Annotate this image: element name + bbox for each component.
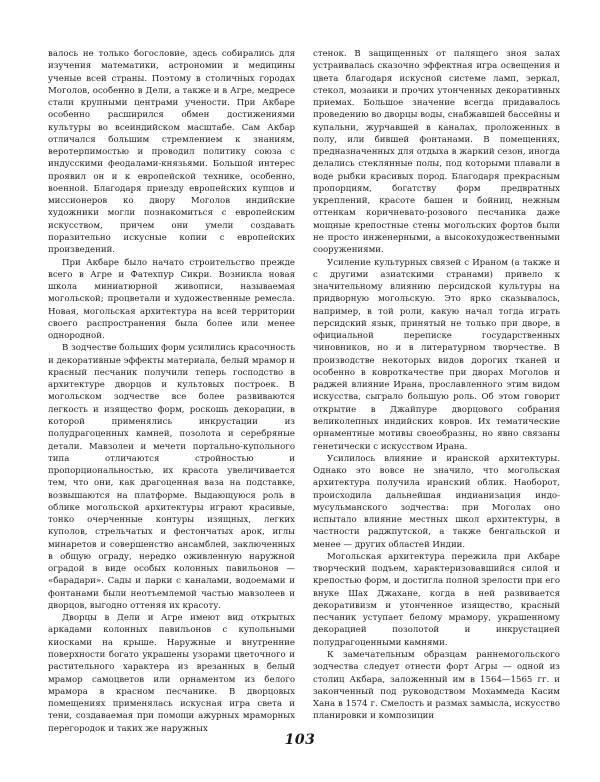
right-text-column bbox=[313, 48, 560, 723]
paragraph: Усиление культурных связей с Ираном (а также и с другими азиатскими странами) привело к значительному влиянию персидской культуры на придворную могольскую. Это ярко сказывалось, например, в той роли, какую начал тогда играть персидский язык, принятый не только при дворе, в официальной переписке государственных чиновников, но и в литературном творчестве. В производстве некоторых видов дорогих тканей и особенно в ковроткачестве при дворах Моголов и раджей влияние Ирана, прославленного этим видом искусства, сыграло большую роль. Об этом говорит открытие в Джайпуре дворцового собрания великолепных индийских ковров. Их тематические орнаментные мотивы своеобразны, но явно связаны генетически с искусством Ирана. bbox=[313, 257, 560, 452]
paragraph: В зодчестве больших форм усилились красочность и декоративные эффекты материала, белый мрамор и красный песчаник получили теперь господство в архитектуре дворцов и культовых построек. В могольском зодчестве все более развиваются легкость и изящество форм, роскошь декорации, в которой применялись инкрустации из полудрагоценных камней, позолота и серебряные детали. Мавзолеи и мечети портально-купольного типа отличаются стройностью и пропорциональностью, их красота увеличивается тем, что они, как драгоценная ваза на подставке, возвышаются на платформе. Выдающуюся роль в облике могольской архитектуры играют красивые, тонко очерченные контуры изящных, легких куполов, стрельчатых и фестончатых арок, иглы минаретов и совершенство ансамблей, заключенных в общую ограду, нередко оживленную наружной оградой в виде особых колонных павильонов — «барадари». Сады и парки с каналами, водоемами и фонтанами были неотъемлемой частью мавзолеев и дворцов, выгодно оттеняя их красоту. bbox=[48, 343, 295, 611]
page-number: 103 bbox=[284, 732, 316, 748]
paragraph: Могольская архитектура пережила при Акбаре творческий подъем, характеризовавшийся силой и крепостью форм, и достигла полной зрелости при его внуке Шах Джахане, когда в ней развивается декоративизм и утонченное изящество, красный песчаник уступает белому мрамору, украшенному декорацией позолотой и инкрустацией полудрагоценными камнями. bbox=[313, 551, 561, 648]
paragraph: Усилилось влияние и иранской архитектуры. Однако это вовсе не значило, что могольская архитектура получила иранский облик. Наоборот, происходила дальнейшая индианизация индо-мусульманского зодчества: при Моголах оно испытало влияние местных школ архитектуры, в частности раджпутской, а также бенгальской и менее — других областей Индии. bbox=[313, 453, 560, 550]
paragraph: стенок. В защищенных от палящего зноя залах устраивалась сказочно эффектная игра освещения и цвета благодаря искусной системе ламп, зеркал, стекол, мозаики и прочих утонченных декоративных приемах. Большое значение всегда придавалось проведению во дворцы воды, снабжавшей бассейны и купальни, журчавшей в каналах, проложенных в полу, или бившей фонтанами. В помещениях, предназначенных для отдыха в жаркий сезон, иногда делались стеклянные полы, под которыми плавали в воде рыбки красивых пород. Благодаря прекрасным пропорциям, богатству форм предвратных укреплений, красоте башен и бойниц, нежным оттенкам коричневато-розового песчаника даже мощные крепостные стены могольских фортов были не просто инженерными, а высокохудожественными сооружениями. bbox=[313, 49, 560, 256]
paragraph: Дворцы в Дели и Агре имеют вид открытых аркадами колонных павильонов с купольными киосками на крыше. Наружные и внутренние поверхности богато украшены узорами цветочного и растительного характера из врезанных в белый мрамор самоцветов или орнаментом из белого мрамора в красном песчанике. В дворцовых помещениях применялась искусная игра света и тени, создаваемая при помощи ажурных мраморных перегородок и таких же наружных bbox=[48, 613, 295, 734]
paragraph: При Акбаре было начато строительство прежде всего в Агре и Фатехпур Сикри. Возникла новая школа миниатюрной живописи, называемая могольской; процветали и художественные ремесла. Новая, могольская архитектура на всей территории своего распространения была более или менее однородной. bbox=[48, 257, 295, 342]
left-text-column bbox=[48, 48, 295, 735]
paragraph: К замечательным образцам раннемогольского зодчества следует отнести форт Агры — одной из столиц Акбара, заложенный им в 1564—1565 гг. и законченный под руководством Мохаммеда Касим Хана в 1574 г. Смелость и размах замысла, искусство планировки и композиции bbox=[313, 650, 560, 722]
paragraph: валось не только богословие, здесь собирались для изучения математики, астрономии и медицины ученые всей страны. Поэтому в столичных городах Моголов, особенно в Дели, а также и в Агре, медресе стали крупными центрами учености. При Акбаре особенно расширился обмен достижениями культуры во всеиндийском масштабе. Сам Акбар отличался большим стремлением к знаниям, веротерпимостью и проводил политику союза с индусскими феодалами-князьями. Большой интерес проявил он и к европейской технике, особенно, военной. Благодаря приезду европейских купцов и миссионеров ко двору Моголов индийские художники могли познакомиться с европейским искусством, причем они умели создавать поразительно искусные копии с европейских произведений. bbox=[48, 49, 295, 256]
